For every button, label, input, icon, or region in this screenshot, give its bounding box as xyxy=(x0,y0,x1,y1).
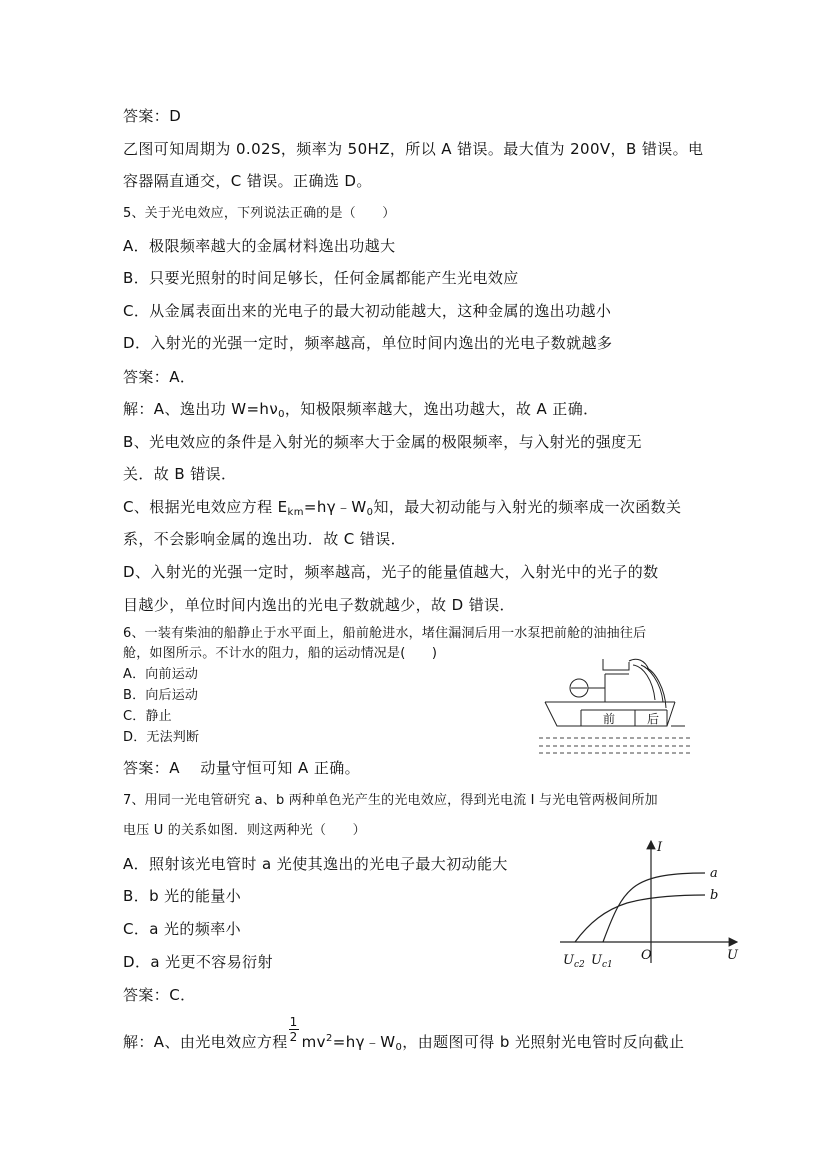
uc2-label: $U_{c2}$ xyxy=(563,953,585,970)
q5-answer: 答案：A． xyxy=(123,368,196,386)
q6-option-a: A．向前运动 xyxy=(123,667,199,682)
q5-stem: 5、关于光电效应，下列说法正确的是（ ） xyxy=(123,206,396,221)
q6-option-d: D．无法判断 xyxy=(123,730,200,745)
q5-solution-d-line1: D、入射光的光强一定时，频率越高，光子的能量值越大，入射光中的光子的数 xyxy=(123,563,659,581)
q5-solution-c-line2: 系，不会影响金属的逸出功．故 C 错误． xyxy=(123,530,407,548)
curve-a xyxy=(603,873,705,942)
q7-answer: 答案：C． xyxy=(123,986,196,1004)
q7-option-b: B．b 光的能量小 xyxy=(123,887,242,905)
q5-solution-b-line1: B、光电效应的条件是入射光的频率大于金属的极限频率，与入射光的强度无 xyxy=(123,433,642,451)
q7-option-a: A．照射该光电管时 a 光使其逸出的光电子最大初动能大 xyxy=(123,855,508,873)
q6-option-b: B．向后运动 xyxy=(123,688,199,703)
q5-option-a: A．极限频率越大的金属材料逸出功越大 xyxy=(123,237,396,255)
q7-option-c: C．a 光的频率小 xyxy=(123,920,242,938)
q7-stem-line1: 7、用同一光电管研究 a、b 两种单色光产生的光电效应，得到光电流 I 与光电管两极间所加 xyxy=(123,793,658,808)
y-axis-label: I xyxy=(657,840,663,855)
boat-back-label: 后 xyxy=(647,712,660,726)
photocurrent-graph xyxy=(555,835,745,970)
boat-front-label: 前 xyxy=(603,712,616,726)
prev-explanation-line1: 乙图可知周期为 0.02S，频率为 50HZ，所以 A 错误。最大值为 200V，B 错误。电 xyxy=(123,140,704,158)
x-axis-label: U xyxy=(727,948,738,963)
curve-b-label: b xyxy=(710,888,719,903)
q6-stem-line2: 舱，如图所示。不计水的阻力，船的运动情况是( ) xyxy=(123,646,438,661)
q6-stem-line1: 6、一装有柴油的船静止于水平面上，船前舱进水，堵住漏洞后用一水泵把前舱的油抽往后 xyxy=(123,626,647,641)
fraction-one-half: $\frac{1}{2}$ xyxy=(289,1015,298,1044)
q6-option-c: C．静止 xyxy=(123,709,172,724)
boat-diagram xyxy=(535,652,695,757)
q5-solution-c-line1: C、根据光电效应方程 $E_{km}=h\gamma﹣W_0$知，最大初动能与入射光的频率成一次函数关 xyxy=(123,498,682,518)
curve-a-label: a xyxy=(710,866,718,881)
prev-explanation-line2: 容器隔直通交，C 错误。正确选 D。 xyxy=(123,172,372,190)
q5-option-d: D．入射光的光强一定时，频率越高，单位时间内逸出的光电子数就越多 xyxy=(123,334,613,352)
uc1-label: $U_{c1}$ xyxy=(591,953,613,970)
q7-solution-line1: 解：A、由光电效应方程 $\frac{1}{2}$ $mv^2=h\gamma﹣W_0$，由题图可得 b 光照射光电管时反向截止 xyxy=(123,1015,685,1053)
q5-option-c: C．从金属表面出来的光电子的最大初动能越大，这种金属的逸出功越小 xyxy=(123,302,612,320)
curve-b xyxy=(575,895,705,942)
prev-answer: 答案：D xyxy=(123,107,182,125)
q5-option-b: B．只要光照射的时间足够长，任何金属都能产生光电效应 xyxy=(123,269,519,287)
q5-solution-b-line2: 关．故 B 错误． xyxy=(123,465,237,483)
q5-solution-d-line2: 目越少，单位时间内逸出的光电子数就越少，故 D 错误． xyxy=(123,596,515,614)
q6-answer: 答案：A 动量守恒可知 A 正确。 xyxy=(123,759,361,777)
q7-stem-line2: 电压 U 的关系如图．则这两种光（ ） xyxy=(123,823,366,838)
q5-solution-a: 解：A、逸出功 $W=h\nu_0$，知极限频率越大，逸出功越大，故 A 正确． xyxy=(123,400,599,420)
q7-option-d: D．a 光更不容易衍射 xyxy=(123,953,273,971)
origin-label: O xyxy=(641,948,652,963)
